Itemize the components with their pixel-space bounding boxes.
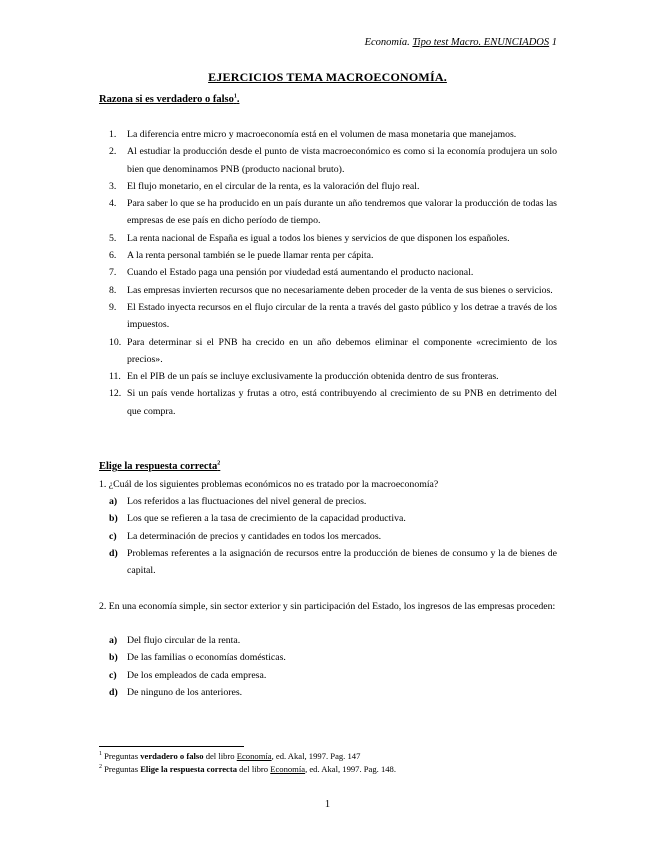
footnote-2 (99, 764, 396, 775)
list-item (99, 143, 557, 178)
item-number: 4. (109, 198, 117, 210)
answer-option (99, 528, 557, 545)
option-letter: d) (109, 547, 118, 559)
option-letter: a) (109, 635, 118, 646)
item-number: 9. (109, 301, 117, 313)
footnote-ref-2: 2 (217, 460, 221, 467)
footnote-text: Preguntas (102, 764, 141, 774)
list-item (99, 368, 557, 385)
header-page: 1 (549, 37, 557, 48)
running-header (365, 37, 557, 48)
item-text: La diferencia entre micro y macroeconomía está en el volumen de masa monetaria que manejamos. (127, 129, 517, 140)
header-prefix: Economía. (364, 37, 413, 48)
item-text: Si un país vende hortalizas y frutas a otro, está contribuyendo al crecimiento de su PNB en detrimento del que compra. (127, 388, 557, 417)
answer-option (99, 545, 557, 580)
page-number: 1 (324, 799, 331, 810)
answer-option (99, 684, 557, 701)
option-text: Los que se refieren a la tasa de crecimiento de la capacidad productiva. (127, 513, 406, 525)
footnote-text: del libro (203, 751, 237, 761)
footnote-book: Economía (236, 751, 272, 761)
option-text: Problemas referentes a la asignación de recursos entre la producción de bienes de consumo y la de bienes de capital. (127, 547, 557, 577)
item-number: 6. (109, 250, 117, 262)
footnote-ref-1: 1 (233, 93, 237, 100)
answer-option (99, 667, 557, 684)
footnote-book: Economía (270, 764, 306, 774)
item-number: 8. (109, 284, 117, 296)
answer-option (99, 649, 557, 666)
item-number: 5. (109, 232, 117, 244)
item-text: A la renta personal también se le puede llamar renta per cápita. (127, 250, 374, 262)
option-letter: d) (109, 686, 118, 698)
section-heading-text: Elige la respuesta correcta (99, 461, 218, 472)
list-item (99, 334, 557, 369)
item-number: 1. (109, 129, 117, 140)
list-item (99, 195, 557, 230)
option-letter: b) (109, 513, 118, 525)
item-text: Para saber lo que se ha producido en un país durante un año tendremos que valorar la producción de todas las empresas de ese país en dicho período de tiempo. (127, 198, 557, 227)
list-item (99, 247, 557, 264)
section-heading-period: . (236, 94, 240, 105)
option-letter: c) (109, 530, 117, 542)
footnote-bold: verdadero o falso (140, 751, 204, 761)
item-text: La renta nacional de España es igual a todos los bienes y servicios de que disponen los españoles. (127, 232, 510, 244)
footnote-text: , ed. Akal, 1997. Pag. 147 (271, 751, 361, 761)
list-item (99, 282, 557, 299)
option-text: De los empleados de cada empresa. (127, 669, 267, 681)
section-heading-text: Razona si es verdadero o falso (99, 94, 234, 105)
answer-option (99, 632, 557, 649)
item-text: Al estudiar la producción desde el punto de vista macroeconómico es como si la economía produjera un solo bien que denominamos PNB (producto nacional bruto). (127, 146, 557, 175)
option-text: De las familias o economías domésticas. (127, 652, 286, 664)
item-number: 3. (109, 180, 117, 192)
question-2-options (99, 632, 557, 701)
footnote-separator (99, 746, 244, 747)
item-number: 2. (109, 146, 117, 158)
list-item (99, 385, 557, 420)
question-1-options (99, 493, 557, 579)
footnote-text: Preguntas (102, 751, 141, 761)
option-text: Los referidos a las fluctuaciones del nivel general de precios. (127, 496, 367, 507)
item-text: Para determinar si el PNB ha crecido en un año debemos eliminar el componente «crecimiento de los precios». (127, 336, 557, 365)
list-item (99, 178, 557, 195)
option-letter: c) (109, 669, 117, 681)
option-text: La determinación de precios y cantidades en todos los mercados. (127, 530, 382, 542)
footnote-1 (99, 751, 360, 762)
footnote-mark: 1 (99, 751, 102, 758)
item-text: Las empresas invierten recursos que no necesariamente deben proceder de la venta de sus bienes o servicios. (127, 284, 553, 296)
option-letter: a) (109, 496, 118, 507)
item-number: 12. (109, 388, 122, 400)
option-letter: b) (109, 652, 118, 664)
list-item (99, 264, 557, 281)
footnote-text: , ed. Akal, 1997. Pag. 148. (305, 764, 397, 774)
item-text: El Estado inyecta recursos en el flujo circular de la renta a través del gasto público y los detrae a través de los impuestos. (127, 301, 557, 331)
answer-option (99, 510, 557, 527)
question-1: 1. ¿Cuál de los siguientes problemas económicos no es tratado por la macroeconomía? (99, 479, 439, 490)
header-underlined: Tipo test Macro. ENUNCIADOS (412, 37, 550, 48)
answer-option (99, 493, 557, 510)
option-text: Del flujo circular de la renta. (127, 635, 241, 646)
option-text: De ninguno de los anteriores. (127, 686, 243, 698)
item-text: El flujo monetario, en el circular de la renta, es la valoración del flujo real. (127, 180, 420, 192)
true-false-list (99, 126, 557, 420)
list-item (99, 126, 557, 143)
footnote-text: del libro (237, 764, 271, 774)
footnote-bold: Elige la respuesta correcta (140, 764, 238, 774)
item-number: 7. (109, 267, 117, 279)
list-item (99, 230, 557, 247)
question-2: 2. En una economía simple, sin sector exterior y sin participación del Estado, los ingresos de las empresas proceden: (99, 601, 556, 612)
list-item (99, 299, 557, 334)
section-heading-true-false (99, 94, 239, 105)
section-heading-choice (99, 461, 220, 472)
item-number: 11. (109, 371, 121, 383)
item-text: En el PIB de un país se incluye exclusivamente la producción obtenida dentro de sus fronteras. (127, 371, 499, 383)
footnote-mark: 2 (99, 764, 102, 771)
item-number: 10. (109, 336, 122, 348)
document-title: EJERCICIOS TEMA MACROECONOMÍA. (208, 70, 447, 84)
item-text: Cuando el Estado paga una pensión por viudedad está aumentando el producto nacional. (127, 267, 474, 279)
